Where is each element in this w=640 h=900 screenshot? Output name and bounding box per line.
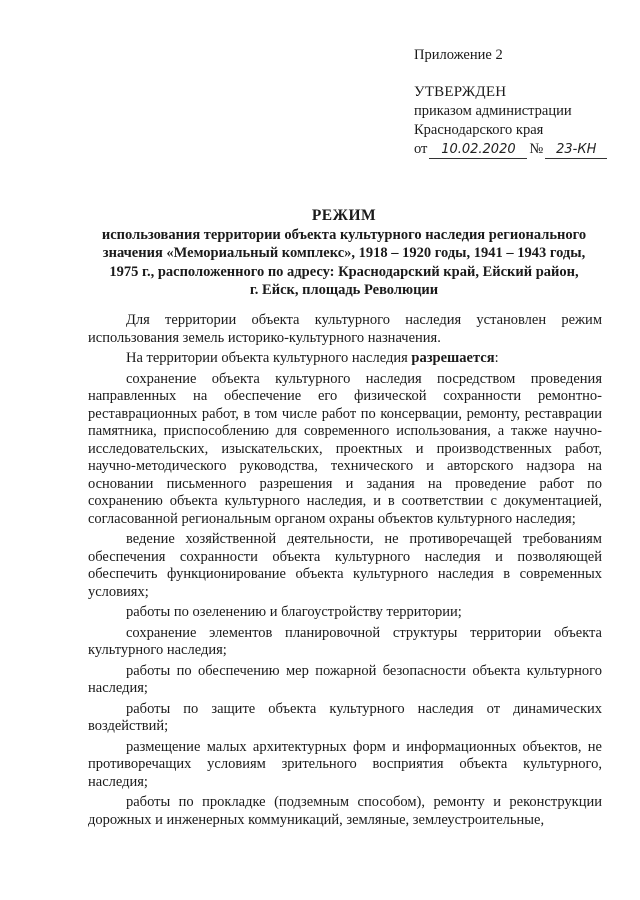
number-label: № — [529, 141, 544, 157]
allowed-heading — [88, 350, 602, 368]
approval-stamp — [414, 46, 624, 159]
handwritten-number: 23-КН — [545, 142, 607, 159]
approval-date-line — [414, 140, 624, 159]
list-item: сохранение элементов планировочной структуры территории объекта культурного наследия; — [88, 624, 602, 658]
title-heading: РЕЖИМ — [311, 207, 377, 224]
from-label: от — [414, 141, 428, 157]
approval-line-1: приказом администрации — [414, 103, 572, 119]
approved-label: УТВЕРЖДЕН — [414, 84, 507, 100]
intro-paragraph: Для территории объекта культурного наследия установлен режим использования земель историко-культурного назначения. — [88, 312, 602, 346]
title-line-3: 1975 г., расположенного по адресу: Краснодарский край, Ейский район, — [109, 263, 579, 280]
list-item: работы по обеспечению мер пожарной безопасности объекта культурного наследия; — [88, 662, 602, 696]
title-line-4: г. Ейск, площадь Революции — [249, 282, 439, 298]
appendix-label: Приложение 2 — [414, 47, 503, 63]
list-item: сохранение объекта культурного наследия посредством проведения направленных на обеспечение его физической сохранности ремонтно-реставрационных работ, в том числе работ по консервации, ремонту, реставрации памятника, приспособлению для современного использования, а также научно-исследовательских, изыскательских, проектных и производственных работ, научно-методического руководства, технического и авторского надзора на основании письменного разрешения и задания на проведение работ по сохранению объекта культурного наследия, и в соответствии с документацией, согласованной региональным органом охраны объектов культурного наследия; — [88, 370, 602, 527]
handwritten-date: 10.02.2020 — [429, 142, 527, 159]
list-item: работы по прокладке (подземным способом), ремонту и реконструкции дорожных и инженерных коммуникаций, земляные, землеустроительные, — [88, 794, 602, 828]
list-item: ведение хозяйственной деятельности, не противоречащей требованиям обеспечения сохранности объекта культурного наследия и позволяющей обеспечить функционирование объекта культурного наследия в современных условиях; — [88, 531, 602, 600]
allowed-prefix: На территории объекта культурного наследия — [126, 350, 412, 366]
allowed-bold: разрешается — [411, 350, 495, 366]
title-line-2: значения «Мемориальный комплекс», 1918 – 1920 годы, 1941 – 1943 годы, — [102, 245, 586, 261]
title-line-1: использования территории объекта культурного наследия регионального — [101, 226, 587, 243]
approval-line-2: Краснодарского края — [414, 122, 544, 138]
list-item: размещение малых архитектурных форм и информационных объектов, не противоречащих условиям зрительного восприятия объекта культурного, наследия; — [88, 738, 602, 790]
allowed-suffix: : — [494, 350, 499, 366]
document-body — [88, 312, 602, 832]
list-item: работы по защите объекта культурного наследия от динамических воздействий; — [88, 700, 602, 734]
list-item: работы по озеленению и благоустройству территории; — [126, 604, 462, 620]
document-title — [88, 207, 600, 300]
